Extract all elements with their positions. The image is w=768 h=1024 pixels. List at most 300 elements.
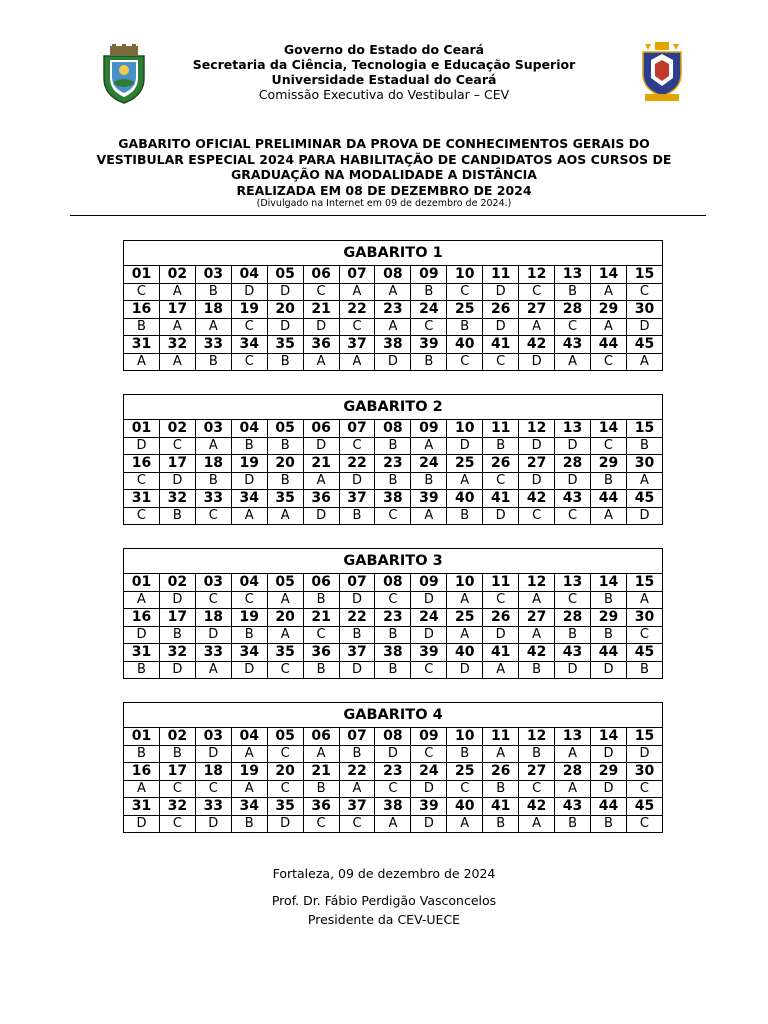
question-number: 21 (303, 609, 339, 627)
question-number: 09 (411, 420, 447, 438)
answer-letter: C (483, 353, 519, 371)
question-number: 44 (590, 490, 626, 508)
question-number: 30 (626, 763, 662, 781)
question-number: 05 (267, 728, 303, 746)
question-number: 27 (519, 301, 555, 319)
question-number: 08 (375, 574, 411, 592)
answer-letter: C (339, 815, 375, 833)
answer-row (124, 661, 663, 679)
answer-letter: A (555, 745, 591, 763)
answer-letter: C (195, 591, 231, 609)
question-number: 39 (411, 490, 447, 508)
question-number: 14 (590, 574, 626, 592)
question-number-row (124, 644, 663, 662)
answer-row (124, 815, 663, 833)
question-number: 16 (124, 609, 160, 627)
answer-row (124, 780, 663, 798)
question-number: 09 (411, 266, 447, 284)
question-number: 19 (231, 609, 267, 627)
question-number: 45 (626, 336, 662, 354)
answer-letter: C (339, 318, 375, 336)
question-number: 36 (303, 336, 339, 354)
question-number: 32 (159, 798, 195, 816)
answer-letter: C (626, 780, 662, 798)
question-number: 02 (159, 266, 195, 284)
answer-letter: C (483, 472, 519, 490)
question-number: 14 (590, 728, 626, 746)
question-number: 43 (555, 644, 591, 662)
question-number: 35 (267, 490, 303, 508)
question-number: 30 (626, 455, 662, 473)
question-number: 42 (519, 490, 555, 508)
question-number: 34 (231, 798, 267, 816)
answer-letter: B (590, 626, 626, 644)
answer-letter: A (555, 353, 591, 371)
answer-key-table (123, 548, 663, 679)
answer-letter: C (626, 283, 662, 301)
answer-letter: D (590, 780, 626, 798)
answer-letter: B (231, 437, 267, 455)
answer-letter: B (303, 661, 339, 679)
question-number: 19 (231, 455, 267, 473)
question-number: 20 (267, 609, 303, 627)
answer-letter: D (411, 780, 447, 798)
answer-letter: B (555, 626, 591, 644)
question-number: 06 (303, 266, 339, 284)
answer-letter: A (375, 283, 411, 301)
answer-letter: D (519, 353, 555, 371)
answer-letter: D (267, 815, 303, 833)
answer-letter: A (375, 815, 411, 833)
answer-letter: A (519, 591, 555, 609)
answer-letter: D (159, 661, 195, 679)
title-line-1: GABARITO OFICIAL PRELIMINAR DA PROVA DE CONHECIMENTOS GERAIS DO (118, 136, 650, 151)
question-number: 36 (303, 798, 339, 816)
answer-letter: B (339, 745, 375, 763)
answer-letter: C (411, 745, 447, 763)
title-line-3: GRADUAÇÃO NA MODALIDADE A DISTÂNCIA (231, 167, 537, 182)
question-number: 40 (447, 336, 483, 354)
answer-letter: C (231, 353, 267, 371)
question-number: 27 (519, 455, 555, 473)
answer-letter: D (519, 472, 555, 490)
question-number: 15 (626, 728, 662, 746)
question-number: 28 (555, 455, 591, 473)
answer-letter: A (339, 283, 375, 301)
answer-letter: D (447, 437, 483, 455)
answer-letter: B (303, 780, 339, 798)
answer-letter: D (483, 318, 519, 336)
question-number: 36 (303, 644, 339, 662)
question-number: 04 (231, 728, 267, 746)
question-number: 41 (483, 490, 519, 508)
answer-key-title: GABARITO 3 (124, 549, 663, 574)
answer-letter: A (626, 591, 662, 609)
answer-letter: C (590, 353, 626, 371)
question-number: 39 (411, 336, 447, 354)
answer-letter: C (590, 437, 626, 455)
question-number: 06 (303, 574, 339, 592)
question-number: 12 (519, 728, 555, 746)
question-number: 01 (124, 728, 160, 746)
question-number: 45 (626, 798, 662, 816)
answer-letter: A (124, 353, 160, 371)
answer-letter: D (483, 283, 519, 301)
question-number: 31 (124, 798, 160, 816)
question-number: 29 (590, 763, 626, 781)
answer-letter: C (267, 661, 303, 679)
question-number: 33 (195, 644, 231, 662)
question-number: 35 (267, 336, 303, 354)
question-number: 22 (339, 301, 375, 319)
header-line-commission: Comissão Executiva do Vestibular – CEV (258, 87, 510, 102)
answer-letter: C (519, 507, 555, 525)
question-number: 32 (159, 336, 195, 354)
answer-letter: B (375, 661, 411, 679)
answer-letter: A (159, 353, 195, 371)
answer-letter: D (411, 591, 447, 609)
answer-letter: A (267, 507, 303, 525)
answer-letter: D (375, 745, 411, 763)
answer-letter: B (590, 472, 626, 490)
question-number: 40 (447, 798, 483, 816)
answer-letter: C (447, 780, 483, 798)
answer-letter: D (626, 507, 662, 525)
question-number: 22 (339, 455, 375, 473)
question-number: 08 (375, 420, 411, 438)
answer-letter: D (303, 437, 339, 455)
question-number: 39 (411, 798, 447, 816)
answer-letter: C (267, 780, 303, 798)
question-number: 01 (124, 420, 160, 438)
answer-letter: A (303, 353, 339, 371)
question-number: 21 (303, 763, 339, 781)
question-number: 41 (483, 644, 519, 662)
answer-letter: A (483, 745, 519, 763)
question-number: 33 (195, 798, 231, 816)
question-number: 24 (411, 609, 447, 627)
question-number: 38 (375, 798, 411, 816)
answer-letter: D (195, 745, 231, 763)
answer-letter: D (411, 626, 447, 644)
answer-letter: B (267, 353, 303, 371)
question-number: 31 (124, 336, 160, 354)
question-number: 04 (231, 574, 267, 592)
answer-letter: C (411, 661, 447, 679)
question-number: 45 (626, 490, 662, 508)
question-number: 40 (447, 490, 483, 508)
question-number: 20 (267, 455, 303, 473)
question-number: 43 (555, 490, 591, 508)
answer-letter: B (195, 283, 231, 301)
answer-letter: B (626, 661, 662, 679)
answer-letter: B (555, 815, 591, 833)
question-number: 13 (555, 266, 591, 284)
question-number: 28 (555, 609, 591, 627)
question-number: 15 (626, 574, 662, 592)
question-number-row (124, 728, 663, 746)
answer-letter: B (339, 626, 375, 644)
answer-letter: C (159, 437, 195, 455)
question-number: 03 (195, 574, 231, 592)
question-number: 44 (590, 336, 626, 354)
answer-letter: B (124, 661, 160, 679)
question-number: 38 (375, 644, 411, 662)
question-number: 15 (626, 266, 662, 284)
answer-letter: C (124, 507, 160, 525)
question-number: 42 (519, 644, 555, 662)
answer-letter: C (159, 815, 195, 833)
answer-letter: B (483, 780, 519, 798)
answer-letter: D (303, 318, 339, 336)
question-number: 17 (159, 609, 195, 627)
question-number: 27 (519, 763, 555, 781)
question-number: 15 (626, 420, 662, 438)
question-number: 03 (195, 420, 231, 438)
question-number: 26 (483, 609, 519, 627)
question-number: 03 (195, 728, 231, 746)
question-number: 02 (159, 574, 195, 592)
signer-role: Presidente da CEV-UECE (307, 912, 461, 927)
question-number: 09 (411, 574, 447, 592)
answer-letter: C (124, 283, 160, 301)
answer-letter: B (519, 745, 555, 763)
question-number: 22 (339, 609, 375, 627)
question-number: 16 (124, 455, 160, 473)
question-number: 08 (375, 728, 411, 746)
question-number: 04 (231, 266, 267, 284)
answer-letter: D (124, 815, 160, 833)
answer-letter: A (411, 507, 447, 525)
answer-letter: B (411, 472, 447, 490)
answer-letter: A (447, 472, 483, 490)
question-number: 33 (195, 490, 231, 508)
question-number: 24 (411, 301, 447, 319)
question-number: 24 (411, 455, 447, 473)
answer-letter: D (555, 661, 591, 679)
question-number: 31 (124, 644, 160, 662)
question-number: 02 (159, 420, 195, 438)
answer-letter: D (590, 661, 626, 679)
question-number: 07 (339, 574, 375, 592)
question-number: 12 (519, 420, 555, 438)
answer-letter: B (195, 472, 231, 490)
answer-letter: D (195, 815, 231, 833)
question-number: 37 (339, 798, 375, 816)
answer-key-title: GABARITO 2 (124, 395, 663, 420)
answer-letter: D (267, 318, 303, 336)
question-number: 07 (339, 266, 375, 284)
answer-key-title: GABARITO 1 (124, 241, 663, 266)
answer-letter: A (555, 780, 591, 798)
answer-letter: B (303, 591, 339, 609)
answer-letter: B (375, 437, 411, 455)
question-number-row (124, 609, 663, 627)
question-number: 01 (124, 574, 160, 592)
question-number-row (124, 455, 663, 473)
answer-letter: A (447, 815, 483, 833)
header-line-government: Governo do Estado do Ceará (283, 42, 485, 57)
answer-letter: B (231, 626, 267, 644)
answer-key-table (123, 394, 663, 525)
question-number: 03 (195, 266, 231, 284)
question-number: 42 (519, 798, 555, 816)
answer-letter: A (590, 283, 626, 301)
question-number: 37 (339, 644, 375, 662)
answer-letter: A (626, 353, 662, 371)
question-number: 25 (447, 609, 483, 627)
question-number: 20 (267, 763, 303, 781)
answer-letter: B (447, 507, 483, 525)
question-number: 44 (590, 798, 626, 816)
question-number: 30 (626, 609, 662, 627)
question-number: 11 (483, 266, 519, 284)
answer-letter: C (411, 318, 447, 336)
answer-letter: B (375, 626, 411, 644)
question-number: 26 (483, 763, 519, 781)
answer-row (124, 591, 663, 609)
question-number: 32 (159, 644, 195, 662)
question-number: 25 (447, 301, 483, 319)
answer-letter: A (267, 591, 303, 609)
answer-letter: C (375, 591, 411, 609)
answer-letter: D (159, 472, 195, 490)
answer-letter: C (303, 283, 339, 301)
question-number: 23 (375, 301, 411, 319)
answer-row (124, 437, 663, 455)
question-number: 11 (483, 574, 519, 592)
question-number: 06 (303, 728, 339, 746)
answer-letter: A (195, 318, 231, 336)
answer-letter: A (339, 780, 375, 798)
question-number: 07 (339, 420, 375, 438)
question-number: 19 (231, 763, 267, 781)
question-number: 05 (267, 266, 303, 284)
answer-row (124, 745, 663, 763)
question-number: 11 (483, 420, 519, 438)
answer-letter: D (231, 472, 267, 490)
header-line-secretariat: Secretaria da Ciência, Tecnologia e Educação Superior (192, 57, 576, 72)
question-number: 21 (303, 301, 339, 319)
question-number: 19 (231, 301, 267, 319)
question-number: 06 (303, 420, 339, 438)
question-number: 26 (483, 301, 519, 319)
question-number: 37 (339, 490, 375, 508)
question-number: 39 (411, 644, 447, 662)
answer-letter: B (447, 318, 483, 336)
answer-letter: A (303, 745, 339, 763)
question-number: 37 (339, 336, 375, 354)
question-number: 23 (375, 609, 411, 627)
answer-letter: A (339, 353, 375, 371)
institution-header (0, 42, 768, 102)
answer-letter: A (447, 626, 483, 644)
answer-row (124, 353, 663, 371)
question-number: 31 (124, 490, 160, 508)
question-number-row (124, 301, 663, 319)
answer-row (124, 472, 663, 490)
question-number: 11 (483, 728, 519, 746)
question-number: 22 (339, 763, 375, 781)
question-number: 42 (519, 336, 555, 354)
question-number: 05 (267, 420, 303, 438)
answer-letter: D (267, 283, 303, 301)
answer-letter: C (555, 591, 591, 609)
answer-letter: D (303, 507, 339, 525)
answer-letter: A (195, 661, 231, 679)
question-number: 35 (267, 644, 303, 662)
question-number: 18 (195, 455, 231, 473)
answer-letter: D (483, 507, 519, 525)
question-number: 17 (159, 455, 195, 473)
answer-letter: C (124, 472, 160, 490)
answer-letter: D (626, 318, 662, 336)
answer-letter: A (519, 815, 555, 833)
question-number: 38 (375, 336, 411, 354)
question-number: 29 (590, 609, 626, 627)
answer-letter: A (590, 318, 626, 336)
answer-letter: B (590, 815, 626, 833)
answer-letter: D (483, 626, 519, 644)
answer-row (124, 318, 663, 336)
answer-letter: B (411, 283, 447, 301)
answer-letter: A (483, 661, 519, 679)
question-number: 01 (124, 266, 160, 284)
question-number: 34 (231, 644, 267, 662)
answer-letter: A (519, 626, 555, 644)
question-number: 10 (447, 266, 483, 284)
question-number: 09 (411, 728, 447, 746)
answer-letter: C (519, 780, 555, 798)
answer-letter: C (375, 780, 411, 798)
answer-letter: D (411, 815, 447, 833)
answer-letter: B (159, 626, 195, 644)
answer-letter: B (267, 472, 303, 490)
answer-letter: A (231, 507, 267, 525)
question-number: 44 (590, 644, 626, 662)
question-number: 45 (626, 644, 662, 662)
question-number-row (124, 266, 663, 284)
question-number-row (124, 490, 663, 508)
question-number: 28 (555, 763, 591, 781)
answer-letter: A (267, 626, 303, 644)
answer-letter: A (375, 318, 411, 336)
answer-letter: B (483, 437, 519, 455)
answer-letter: A (447, 591, 483, 609)
answer-letter: B (159, 507, 195, 525)
answer-letter: A (231, 780, 267, 798)
question-number-row (124, 336, 663, 354)
answer-letter: C (303, 626, 339, 644)
answer-letter: D (447, 661, 483, 679)
question-number: 10 (447, 574, 483, 592)
question-number: 13 (555, 728, 591, 746)
title-line-2: VESTIBULAR ESPECIAL 2024 PARA HABILITAÇÃO DE CANDIDATOS AOS CURSOS DE (96, 151, 672, 167)
answer-letter: B (626, 437, 662, 455)
question-number: 08 (375, 266, 411, 284)
question-number: 32 (159, 490, 195, 508)
answer-letter: D (626, 745, 662, 763)
question-number-row (124, 574, 663, 592)
answer-key-title: GABARITO 4 (124, 703, 663, 728)
question-number: 16 (124, 763, 160, 781)
answer-row (124, 507, 663, 525)
question-number: 24 (411, 763, 447, 781)
answer-letter: B (411, 353, 447, 371)
publication-note: (Divulgado na Internet em 09 de dezembro de 2024.) (256, 198, 512, 209)
question-number: 29 (590, 301, 626, 319)
answer-key-table (123, 702, 663, 833)
